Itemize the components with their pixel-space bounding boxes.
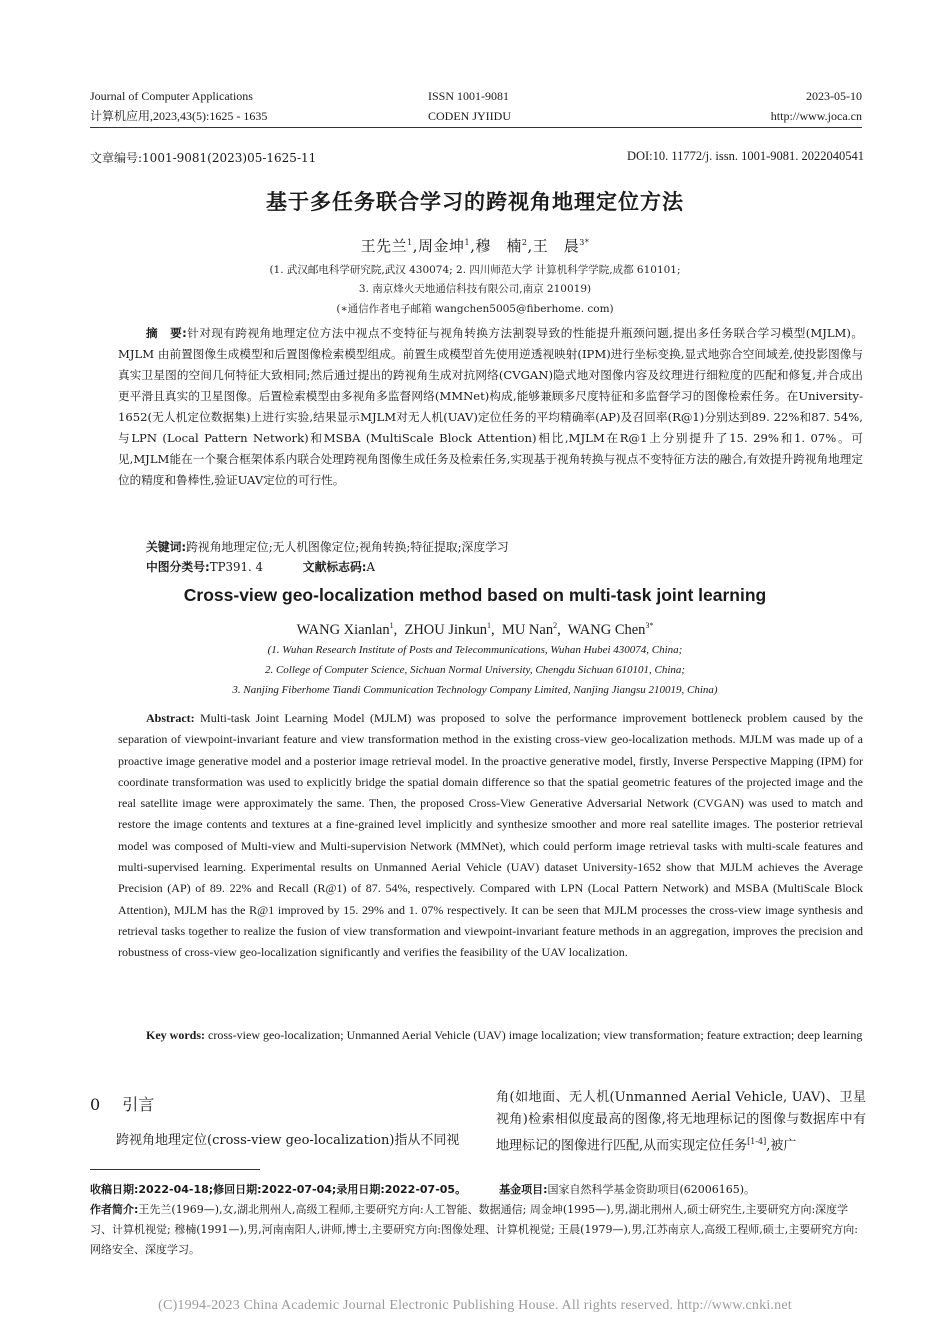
body-right-text: 角(如地面、无人机(Unmanned Aerial Vehicle, UAV)、卫星视角)检索相似度最高的图像,将无地理标记的图像与数据库中有地理标记的图像进行匹配,从而实现定位任务 <box>496 1090 866 1154</box>
section-title: 引言 <box>122 1095 155 1114</box>
author-name: WANG Chen <box>567 621 646 638</box>
abstract-cn-text: 针对现有跨视角地理定位方法中视点不变特征与视角转换方法割裂导致的性能提升瓶颈问题,提出多任务联合学习模型(MJLM)。MJLM 由前置图像生成模型和后置图像检索模型组成。前置生成模型首先使用逆透视映射(IPM)进行坐标变换,显式地弥合空间域差,使投影图像与真实卫星图的空间几何特征大致相同;然后通过提出的跨视角生成对抗网络(CVGAN)隐式地对图像内容及纹理进行细粒度的匹配和修复,并合成出更平滑且真实的卫星图像。后置检索模型由多视角多监督网络(MMNet)构成,能够兼顾多尺度特征和多监督学习的图像检索任务。在University-1652(无人机定位数据集)上进行实验,结果显示MJLM对无人机(UAV)定位任务的平均精确率(AP)及召回率(R@1)分别达到89. 22%和87. 54%,与LPN (Local Pattern Network)和MSBA (MultiScale Block Attention)相比,MJLM在R@1上分别提升了15. 29%和1. 07%。可见,MJLM能在一个聚合框架体系内联合处理跨视角图像生成任务及检索任务,实现基于视角转换与视点不变特征方法的融合,有效提升跨视角地理定位的精度和鲁棒性,验证UAV定位的可行性。 <box>118 326 863 487</box>
keywords-cn <box>146 538 866 555</box>
authors-cn: 王先兰$^1$,周金坤$^1$,穆 楠$^2$,王 晨$^{3*}$ <box>360 237 590 255</box>
keywords-en <box>118 1025 863 1046</box>
cnki-watermark: (C)1994-2023 China Academic Journal Electronic Publishing House. All rights reserved. http://www.cnki.net <box>158 1298 792 1313</box>
body-left-column: 跨视角地理定位(cross-view geo-localization)指从不同视 <box>116 1133 460 1148</box>
fund-label: 基金项目: <box>499 1183 548 1196</box>
doc-code: A <box>366 560 376 574</box>
author-name: ZHOU Jinkun <box>404 621 488 638</box>
affiliation-cn-line: 3. 南京烽火天地通信科技有限公司,南京 210019) <box>358 283 592 295</box>
keywords-cn-label: 关键词: <box>146 540 187 554</box>
author-sup: 2 <box>553 621 558 630</box>
journal-header-left <box>90 86 267 126</box>
author-sup: 2 <box>521 238 528 247</box>
affiliation-en-line: (1. Wuhan Research Institute of Posts and Telecommunications, Wuhan Hubei 430074, China; <box>267 644 683 656</box>
keywords-en-label: Key words: <box>146 1028 205 1042</box>
body-right-column <box>496 1087 866 1157</box>
abstract-en-text: Multi-task Joint Learning Model (MJLM) was proposed to solve the performance improvement bottleneck problem caused by the separation of viewpoint-invariant feature and view transformation method in the existing cross-view geo-localization methods. MJLM was made up of a proactive image generative model and a posterior image retrieval model. In the proactive generative model, firstly, Inverse Perspective Mapping (IPM) for coordinate transformation was used to explicitly bridge the spatial domain difference so that the spatial geometric features of the projected image and the real satellite image were approximately the same. Then, the proposed Cross-View Generative Adversarial Network (CVGAN) was used to match and restore the image contents and textures at a fine-grained level implicitly and synthesize smoother and more real satellite images. The posterior retrieval model was composed of Multi-view and Multi-supervision Network (MMNet), which could perform image retrieval tasks with multi-scale features and multi-supervised learning. Experimental results on Unmanned Aerial Vehicle (UAV) dataset University-1652 show that MJLM achieves the Average Precision (AP) of 89. 22% and Recall (R@1) of 87. 54%, respectively. Compared with LPN (Local Pattern Network) and MSBA (MultiScale Block Attention), MJLM has the R@1 improved by 15. 29% and 1. 07% respectively. It can be seen that MJLM processes the cross-view image synthesis and retrieval tasks together to realize the fusion of view transformation and viewpoint-invariant feature methods in an aggregation, improves the precision and robustness of cross-view geo-localization significantly and verifies the feasibility of the UAV localization. <box>118 711 863 960</box>
clc-label: 中图分类号: <box>146 560 210 574</box>
doc-code-label: 文献标志码: <box>302 560 367 574</box>
author-sup: 1 <box>487 621 492 630</box>
section-number: 0 <box>90 1095 101 1114</box>
footnote-rule <box>90 1169 260 1170</box>
abstract-cn <box>118 323 863 491</box>
abstract-en-label: Abstract: <box>146 711 195 725</box>
author-name: 穆 楠 <box>475 237 522 255</box>
author-name: MU Nan <box>501 621 554 638</box>
article-number: 文章编号:1001-9081(2023)05-1625-11 <box>90 151 317 165</box>
section-heading <box>90 1092 154 1115</box>
issn: ISSN 1001-9081 <box>428 89 510 103</box>
footnote-bio <box>90 1200 865 1260</box>
publish-date: 2023-05-10 <box>806 89 862 103</box>
author-sup: 3* <box>579 238 590 247</box>
journal-citation-cn: 计算机应用,2023,43(5):1625 - 1635 <box>90 109 268 123</box>
journal-header-right <box>771 86 862 126</box>
author-name: WANG Xianlan <box>296 621 390 638</box>
clc-code: TP391. 4 <box>209 560 264 574</box>
abstract-en <box>118 708 863 964</box>
abstract-cn-label: 摘 要: <box>146 326 187 340</box>
body-right-text-end: ,被广 <box>766 1138 797 1154</box>
bio-text: 王先兰(1969—),女,湖北荆州人,高级工程师,主要研究方向:人工智能、数据通信; 周金坤(1995—),男,湖北荆州人,硕士研究生,主要研究方向:深度学习、计算机视觉; 穆楠(1991—),男,河南南阳人,讲师,博士,主要研究方向:图像处理、计算机视觉; 王晨(1979—),男,江苏南京人,高级工程师,硕士,主要研究方向:网络安全、深度学习。 <box>90 1203 858 1256</box>
citation: [1-4] <box>747 1137 767 1146</box>
author-name: 王 晨 <box>532 237 580 255</box>
corresponding-email: (∗通信作者电子邮箱 wangchen5005@fiberhome. com) <box>336 303 614 315</box>
coden: CODEN JYIIDU <box>428 109 511 123</box>
affiliation-cn-line: (1. 武汉邮电科学研究院,武汉 430074; 2. 四川师范大学 计算机科学学院,成都 610101; <box>269 264 681 276</box>
author-sup: 3* <box>645 621 654 630</box>
authors-en: WANG Xianlan$^1$, ZHOU Jinkun$^1$, MU Nan$^2$, WANG Chen$^{3*}$ <box>296 621 654 638</box>
doi: DOI:10. 11772/j. issn. 1001-9081. 2022040541 <box>626 149 864 163</box>
journal-url: http://www.joca.cn <box>770 109 862 123</box>
author-name: 周金坤 <box>418 237 465 255</box>
journal-name-en: Journal of Computer Applications <box>90 89 253 103</box>
header-rule <box>90 127 862 128</box>
keywords-cn-text: 跨视角地理定位;无人机图像定位;视角转换;特征提取;深度学习 <box>186 540 509 554</box>
author-sup: 1 <box>407 238 413 247</box>
affiliation-en-line: 3. Nanjing Fiberhome Tiandi Communication Technology Company Limited, Nanjing Jiangsu 210019, China) <box>232 684 718 696</box>
footnote-dates-text: 收稿日期:2022-04-18;修回日期:2022-07-04;录用日期:2022-07-05。 <box>90 1183 467 1196</box>
author-sup: 1 <box>389 621 394 630</box>
fund-text: 国家自然科学基金资助项目(62006165)。 <box>547 1183 756 1196</box>
affiliation-en-line: 2. College of Computer Science, Sichuan Normal University, Chengdu Sichuan 610101, China; <box>264 664 686 676</box>
author-sup: 1 <box>464 238 471 247</box>
paper-title-cn: 基于多任务联合学习的跨视角地理定位方法 <box>266 190 684 214</box>
author-name: 王先兰 <box>360 237 408 255</box>
footnote-dates <box>90 1180 865 1200</box>
paper-title-en: Cross-view geo-localization method based on multi-task joint learning <box>183 585 767 605</box>
keywords-en-text: cross-view geo-localization; Unmanned Aerial Vehicle (UAV) image localization; view transformation; feature extraction; deep learning <box>208 1028 863 1042</box>
bio-label: 作者简介: <box>90 1203 139 1216</box>
journal-header-center <box>428 86 511 126</box>
classification <box>146 558 866 575</box>
